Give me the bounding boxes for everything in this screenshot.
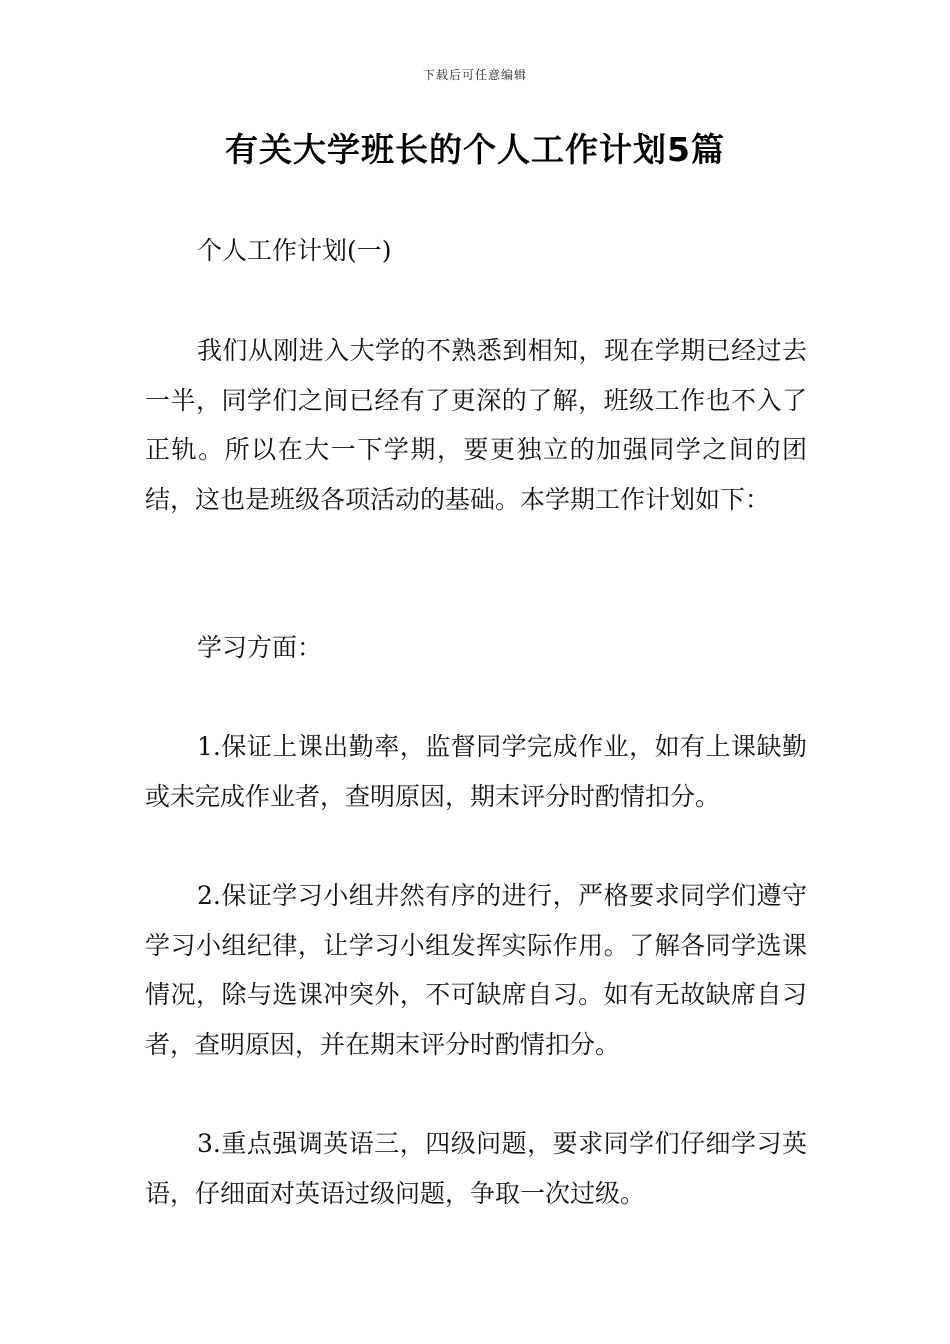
document-title: 有关大学班长的个人工作计划5篇	[225, 130, 725, 169]
list-item-3: 3.重点强调英语三，四级问题，要求同学们仔细学习英语，仔细面对英语过级问题，争取一次过级。	[145, 1129, 807, 1208]
list-item-1: 1.保证上课出勤率，监督同学完成作业，如有上课缺勤或未完成作业者，查明原因，期末评分时酌情扣分。	[145, 732, 807, 811]
intro-paragraph: 我们从刚进入大学的不熟悉到相知，现在学期已经过去一半，同学们之间已经有了更深的了解，班级工作也不入了正轨。所以在大一下学期，要更独立的加强同学之间的团结，这也是班级各项活动的基础。本学期工作计划如下：	[145, 336, 807, 514]
header-note: 下载后可任意编辑	[422, 68, 527, 82]
list-item-2: 2.保证学习小组井然有序的进行，严格要求同学们遵守学习小组纪律，让学习小组发挥实际作用。了解各同学选课情况，除与选课冲突外，不可缺席自习。如有无故缺席自习者，查明原因，并在期末评分时酌情扣分。	[145, 881, 807, 1059]
section-heading: 个人工作计划(一)	[197, 236, 392, 265]
study-heading: 学习方面：	[197, 633, 323, 662]
